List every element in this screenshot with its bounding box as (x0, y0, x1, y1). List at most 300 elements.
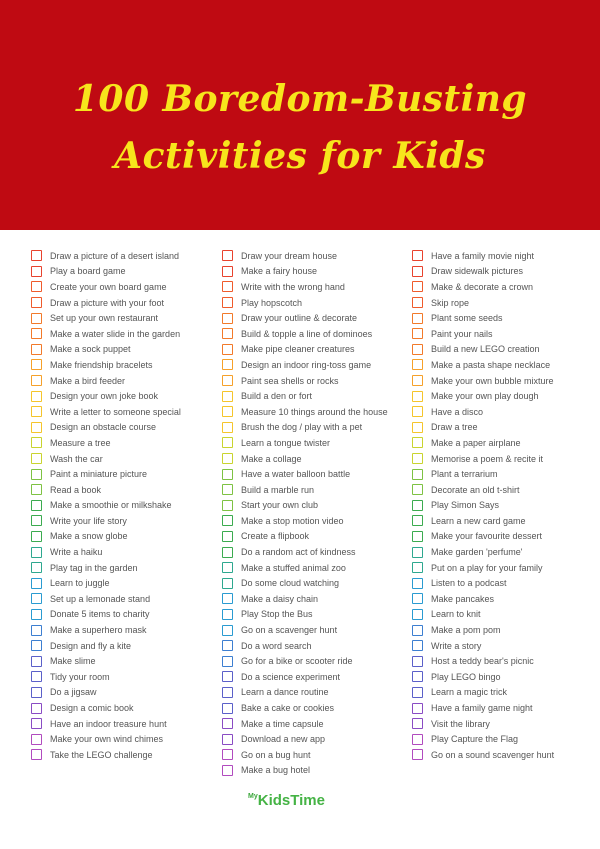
checklist-item (412, 264, 554, 280)
checklist-item (412, 731, 554, 747)
checklist-item (412, 295, 554, 311)
checklist-item (31, 638, 181, 654)
checklist-item-label: Make a superhero mask (50, 625, 147, 636)
checkbox[interactable] (31, 297, 42, 308)
checklist-item-label: Measure 10 things around the house (241, 406, 388, 417)
checkbox[interactable] (222, 562, 233, 573)
checklist-item-label: Do a word search (241, 640, 312, 651)
checkbox[interactable] (31, 484, 42, 495)
checkbox[interactable] (222, 593, 233, 604)
checklist-item (412, 669, 554, 685)
checklist-item-label: Have a family game night (431, 703, 533, 714)
checklist-item-label: Memorise a poem & recite it (431, 453, 544, 464)
checklist-item (31, 420, 181, 436)
checklist-item-label: Make a bird feeder (50, 375, 126, 386)
checkbox[interactable] (412, 453, 423, 464)
checkbox[interactable] (31, 734, 42, 745)
checkbox[interactable] (222, 547, 233, 558)
checklist-item (412, 747, 554, 763)
checklist-item-label: Make slime (50, 656, 96, 667)
checklist-item-label: Play tag in the garden (50, 562, 138, 573)
checklist-item (412, 357, 554, 373)
checklist-item-label: Create a flipbook (241, 531, 310, 542)
checklist-item-label: Paint sea shells or rocks (241, 375, 339, 386)
checklist-item (412, 342, 554, 358)
checklist-item (222, 591, 388, 607)
checklist-item-label: Make a water slide in the garden (50, 328, 181, 339)
checkbox[interactable] (31, 531, 42, 542)
checklist-item (31, 669, 181, 685)
checkbox[interactable] (31, 375, 42, 386)
checklist-item (222, 388, 388, 404)
checklist-item-label: Design and fly a kite (50, 640, 132, 651)
checklist-item (31, 716, 181, 732)
checkbox[interactable] (222, 671, 233, 682)
checklist-item (31, 279, 181, 295)
checkbox[interactable] (222, 250, 233, 261)
mykidstime-logo: $^{My}$KidsTime (248, 792, 325, 809)
checkbox[interactable] (31, 500, 42, 511)
checklist-item-label: Plant a terrarium (431, 469, 498, 480)
checklist-item (31, 357, 181, 373)
checklist-item (412, 607, 554, 623)
checklist-item-label: Write your life story (50, 515, 127, 526)
checklist-item (31, 529, 181, 545)
activity-column-2 (222, 248, 388, 778)
checkbox[interactable] (412, 687, 423, 698)
checkbox[interactable] (222, 375, 233, 386)
checklist-item (222, 326, 388, 342)
checkbox[interactable] (31, 250, 42, 261)
checklist-item-label: Download a new app (241, 734, 326, 745)
checkbox[interactable] (31, 703, 42, 714)
checklist-item (412, 700, 554, 716)
checklist-item-label: Start your own club (241, 500, 319, 511)
checklist-item-label: Go on a sound scavenger hunt (431, 749, 555, 760)
checkbox[interactable] (222, 656, 233, 667)
checklist-item-label: Design a comic book (50, 703, 134, 714)
checklist-item (31, 295, 181, 311)
checkbox[interactable] (412, 515, 423, 526)
checklist-item (31, 607, 181, 623)
checkbox[interactable] (412, 547, 423, 558)
checklist-item (412, 466, 554, 482)
checklist-item-label: Make a smoothie or milkshake (50, 500, 172, 511)
checkbox[interactable] (412, 375, 423, 386)
checkbox[interactable] (31, 359, 42, 370)
checklist-item (31, 248, 181, 264)
checklist-item (222, 622, 388, 638)
checklist-item (31, 451, 181, 467)
checklist-item-label: Have a disco (431, 406, 484, 417)
checklist-item (31, 310, 181, 326)
checklist-item (222, 279, 388, 295)
checkbox[interactable] (412, 656, 423, 667)
checkbox[interactable] (31, 671, 42, 682)
checklist-item-label: Play a board game (50, 266, 126, 277)
checklist-item-label: Do a random act of kindness (241, 547, 356, 558)
checkbox[interactable] (31, 625, 42, 636)
checkbox[interactable] (222, 609, 233, 620)
checklist-item (412, 716, 554, 732)
checkbox[interactable] (222, 453, 233, 464)
checklist-item-label: Draw a picture of a desert island (50, 250, 180, 261)
checklist-item-label: Write with the wrong hand (241, 281, 345, 292)
checklist-item-label: Wash the car (50, 453, 103, 464)
checklist-item (222, 420, 388, 436)
checklist-item (222, 248, 388, 264)
checkbox[interactable] (31, 578, 42, 589)
checkbox[interactable] (412, 749, 423, 760)
checklist-item-label: Play Stop the Bus (241, 609, 313, 620)
checkbox[interactable] (31, 453, 42, 464)
checklist-item-label: Make your own bubble mixture (431, 375, 554, 386)
checkbox[interactable] (412, 593, 423, 604)
checkbox[interactable] (222, 515, 233, 526)
checklist-item (222, 435, 388, 451)
checkbox[interactable] (222, 703, 233, 714)
checklist-item (412, 513, 554, 529)
checklist-item-label: Bake a cake or cookies (241, 703, 335, 714)
checklist-item-label: Donate 5 items to charity (50, 609, 150, 620)
checkbox[interactable] (412, 437, 423, 448)
checkbox[interactable] (31, 469, 42, 480)
checklist-item-label: Decorate an old t-shirt (431, 484, 520, 495)
checklist-item-label: Play LEGO bingo (431, 671, 501, 682)
checklist-item (31, 731, 181, 747)
checklist-item-label: Learn to knit (431, 609, 481, 620)
activity-column-1 (31, 248, 181, 763)
checkbox[interactable] (412, 328, 423, 339)
checkbox[interactable] (222, 281, 233, 292)
checklist-item-label: Measure a tree (50, 437, 111, 448)
checklist-item-label: Do some cloud watching (241, 578, 340, 589)
checkbox[interactable] (31, 718, 42, 729)
checklist-item (31, 622, 181, 638)
checkbox[interactable] (31, 593, 42, 604)
checklist-item-label: Do a science experiment (241, 671, 341, 682)
checkbox[interactable] (412, 578, 423, 589)
checkbox[interactable] (222, 749, 233, 760)
checklist-item-label: Make pipe cleaner creatures (241, 344, 355, 355)
checklist-item-label: Make friendship bracelets (50, 359, 153, 370)
checklist-item (31, 653, 181, 669)
checklist-item-label: Make a pom pom (431, 625, 501, 636)
checklist-item (31, 326, 181, 342)
checkbox[interactable] (412, 297, 423, 308)
checkbox[interactable] (412, 391, 423, 402)
checkbox[interactable] (222, 531, 233, 542)
checkbox[interactable] (412, 703, 423, 714)
checkbox[interactable] (412, 484, 423, 495)
checklist-item-label: Build a new LEGO creation (431, 344, 540, 355)
checkbox[interactable] (222, 718, 233, 729)
checklist-item (412, 685, 554, 701)
checklist-item-label: Write a story (431, 640, 482, 651)
checklist-item (222, 357, 388, 373)
checklist-item-label: Draw your outline & decorate (241, 313, 358, 324)
checklist-item-label: Go on a scavenger hunt (241, 625, 338, 636)
checklist-item (222, 451, 388, 467)
checklist-item (222, 513, 388, 529)
checkbox[interactable] (31, 515, 42, 526)
checkbox[interactable] (222, 578, 233, 589)
checklist-item (222, 529, 388, 545)
checklist-item (31, 513, 181, 529)
checklist-item-label: Make a pasta shape necklace (431, 359, 551, 370)
checkbox[interactable] (31, 749, 42, 760)
checklist-item (412, 404, 554, 420)
checklist-item-label: Create your own board game (50, 281, 167, 292)
checkbox[interactable] (222, 266, 233, 277)
checklist-item-label: Brush the dog / play with a pet (241, 422, 363, 433)
checklist-item (222, 482, 388, 498)
checklist-item-label: Design your own joke book (50, 391, 159, 402)
checklist-item-label: Make a daisy chain (241, 593, 319, 604)
checklist-item (222, 264, 388, 280)
checkbox[interactable] (31, 437, 42, 448)
checklist-item (31, 747, 181, 763)
checkbox[interactable] (412, 422, 423, 433)
checklist-item-label: Draw a picture with your foot (50, 297, 165, 308)
checklist-item (31, 560, 181, 576)
checkbox[interactable] (222, 687, 233, 698)
checkbox[interactable] (31, 609, 42, 620)
checklist-item-label: Take the LEGO challenge (50, 749, 153, 760)
checklist-item (222, 560, 388, 576)
checklist-item (222, 575, 388, 591)
header-banner (0, 0, 600, 230)
checkbox[interactable] (222, 625, 233, 636)
checklist-item-label: Tidy your room (50, 671, 110, 682)
checklist-item (31, 404, 181, 420)
checklist-item (222, 342, 388, 358)
checkbox[interactable] (412, 640, 423, 651)
checkbox[interactable] (31, 422, 42, 433)
checklist-item (31, 591, 181, 607)
checklist-item-label: Set up your own restaurant (50, 313, 159, 324)
checklist-item (412, 622, 554, 638)
checkbox[interactable] (31, 547, 42, 558)
checkbox[interactable] (412, 734, 423, 745)
checklist-item (412, 420, 554, 436)
checklist-item-label: Make a stuffed animal zoo (241, 562, 346, 573)
checklist-item-label: Learn a new card game (431, 515, 526, 526)
checkbox[interactable] (412, 562, 423, 573)
checkbox[interactable] (412, 406, 423, 417)
checkbox[interactable] (31, 562, 42, 573)
checklist-item (31, 264, 181, 280)
checklist-item (412, 326, 554, 342)
checklist-item-label: Draw a tree (431, 422, 478, 433)
checkbox[interactable] (412, 469, 423, 480)
checklist-item (412, 248, 554, 264)
checklist-item-label: Learn a tongue twister (241, 437, 331, 448)
checklist-item (31, 498, 181, 514)
checklist-item-label: Make a collage (241, 453, 302, 464)
page-title-line-2: Activities for Kids (114, 135, 486, 177)
checklist-item (412, 498, 554, 514)
checkbox[interactable] (412, 344, 423, 355)
checkbox[interactable] (31, 313, 42, 324)
checklist-item-label: Make a paper airplane (431, 437, 521, 448)
checklist-item (222, 466, 388, 482)
checklist-item (222, 747, 388, 763)
checkbox[interactable] (222, 328, 233, 339)
checklist-item-label: Learn a dance routine (241, 687, 329, 698)
checklist-item (412, 451, 554, 467)
checkbox[interactable] (31, 328, 42, 339)
checklist-item-label: Read a book (50, 484, 102, 495)
checklist-item-label: Build a marble run (241, 484, 315, 495)
checklist-item (222, 607, 388, 623)
checklist-item-label: Learn to juggle (50, 578, 110, 589)
checklist-item (412, 638, 554, 654)
checklist-item (222, 373, 388, 389)
checklist-item (412, 575, 554, 591)
checkbox[interactable] (412, 609, 423, 620)
checkbox[interactable] (412, 250, 423, 261)
checklist-item-label: Make a stop motion video (241, 515, 344, 526)
checklist-item (31, 575, 181, 591)
checklist-item-label: Play hopscotch (241, 297, 303, 308)
checklist-item-label: Do a jigsaw (50, 687, 97, 698)
checklist-item-label: Build a den or fort (241, 391, 313, 402)
checkbox[interactable] (222, 640, 233, 651)
checklist-item-label: Have an indoor treasure hunt (50, 718, 167, 729)
checklist-item-label: Set up a lemonade stand (50, 593, 151, 604)
checklist-item (412, 373, 554, 389)
checklist-item-label: Make garden 'perfume' (431, 547, 523, 558)
checklist-item (222, 716, 388, 732)
checklist-item (412, 310, 554, 326)
checkbox[interactable] (412, 531, 423, 542)
checkbox[interactable] (412, 625, 423, 636)
checkbox[interactable] (222, 297, 233, 308)
checkbox[interactable] (222, 422, 233, 433)
checklist-item-label: Make your favourite dessert (431, 531, 543, 542)
checkbox[interactable] (222, 765, 233, 776)
checkbox[interactable] (222, 469, 233, 480)
checkbox[interactable] (412, 313, 423, 324)
checklist-item-label: Write a haiku (50, 547, 103, 558)
checklist-item-label: Make your own wind chimes (50, 734, 164, 745)
checklist-item-label: Host a teddy bear's picnic (431, 656, 534, 667)
checkbox[interactable] (31, 687, 42, 698)
checkbox[interactable] (412, 671, 423, 682)
checklist-item (222, 638, 388, 654)
checklist-item-label: Make & decorate a crown (431, 281, 534, 292)
checklist-item (222, 404, 388, 420)
checkbox[interactable] (222, 406, 233, 417)
checklist-item (412, 544, 554, 560)
checkbox[interactable] (31, 281, 42, 292)
checklist-item-label: Paint your nails (431, 328, 493, 339)
checklist-item-label: Play Simon Says (431, 500, 500, 511)
checkbox[interactable] (31, 266, 42, 277)
checkbox[interactable] (31, 406, 42, 417)
checkbox[interactable] (31, 391, 42, 402)
checklist-item-label: Paint a miniature picture (50, 469, 148, 480)
checklist-item (412, 529, 554, 545)
checklist-item-label: Skip rope (431, 297, 470, 308)
checklist-item-label: Make a bug hotel (241, 765, 311, 776)
checklist-item-label: Have a water balloon battle (241, 469, 351, 480)
checklist-item (222, 731, 388, 747)
checklist-item-label: Make a snow globe (50, 531, 128, 542)
checklist-item (222, 685, 388, 701)
checklist-item-label: Put on a play for your family (431, 562, 543, 573)
checkbox[interactable] (222, 734, 233, 745)
checklist-item (222, 498, 388, 514)
checkbox[interactable] (412, 718, 423, 729)
checklist-item (222, 763, 388, 779)
checklist-item (31, 466, 181, 482)
checklist-item (222, 310, 388, 326)
checkbox[interactable] (31, 344, 42, 355)
checklist-item-label: Design an indoor ring-toss game (241, 359, 372, 370)
checkbox[interactable] (222, 344, 233, 355)
checkbox[interactable] (31, 656, 42, 667)
checklist-item (412, 279, 554, 295)
checklist-item (31, 435, 181, 451)
checklist-item-label: Make pancakes (431, 593, 495, 604)
checkbox[interactable] (222, 484, 233, 495)
checklist-item-label: Make a time capsule (241, 718, 324, 729)
checklist-item-label: Build & topple a line of dominoes (241, 328, 373, 339)
checkbox[interactable] (222, 313, 233, 324)
checklist-item (412, 388, 554, 404)
checklist-item-label: Make your own play dough (431, 391, 539, 402)
checklist-item (31, 685, 181, 701)
checklist-item-label: Draw sidewalk pictures (431, 266, 524, 277)
checkbox[interactable] (31, 640, 42, 651)
checklist-item (222, 653, 388, 669)
checklist-item (31, 544, 181, 560)
activity-column-3 (412, 248, 554, 763)
checkbox[interactable] (412, 500, 423, 511)
checkbox[interactable] (412, 359, 423, 370)
checkbox[interactable] (412, 281, 423, 292)
checklist-item-label: Go on a bug hunt (241, 749, 311, 760)
checklist-item (412, 560, 554, 576)
checkbox[interactable] (222, 391, 233, 402)
checklist-item-label: Go for a bike or scooter ride (241, 656, 353, 667)
checklist-item (222, 295, 388, 311)
checklist-item-label: Design an obstacle course (50, 422, 157, 433)
checklist-item (412, 482, 554, 498)
checklist-item-label: Have a family movie night (431, 250, 535, 261)
checklist-item (222, 700, 388, 716)
checkbox[interactable] (222, 359, 233, 370)
checklist-item (412, 653, 554, 669)
checklist-item (412, 435, 554, 451)
checklist-item (31, 388, 181, 404)
checkbox[interactable] (222, 437, 233, 448)
checkbox[interactable] (412, 266, 423, 277)
checklist-item (31, 482, 181, 498)
checklist-item-label: Plant some seeds (431, 313, 503, 324)
checklist-item (31, 373, 181, 389)
checklist-item (412, 591, 554, 607)
checklist-item-label: Visit the library (431, 718, 490, 729)
checklist-item-label: Learn a magic trick (431, 687, 508, 698)
checkbox[interactable] (222, 500, 233, 511)
checklist-item-label: Write a letter to someone special (50, 406, 181, 417)
checklist-item (31, 342, 181, 358)
checklist-item-label: Draw your dream house (241, 250, 338, 261)
checklist-item (31, 700, 181, 716)
